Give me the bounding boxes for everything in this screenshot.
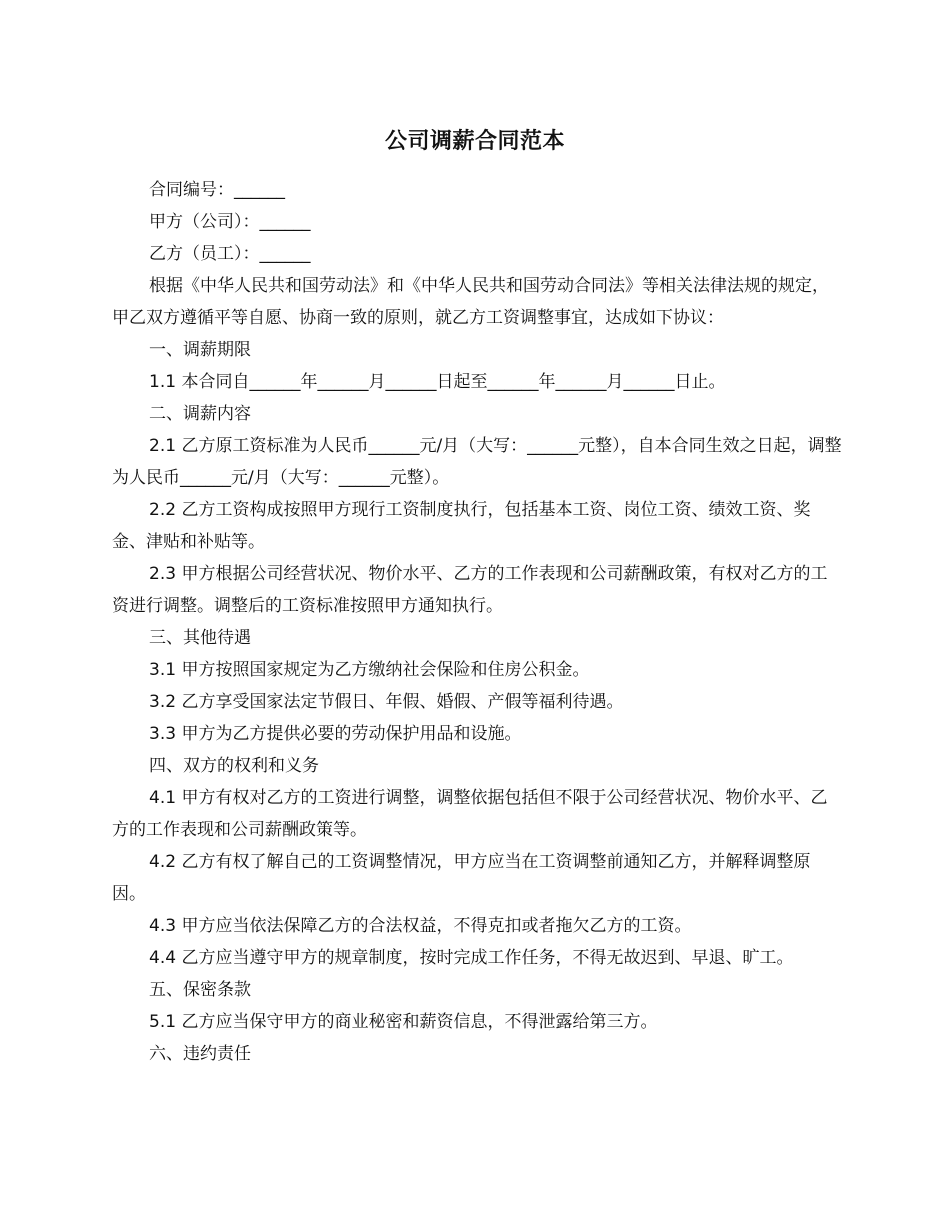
section-heading-2: 二、调薪内容 (149, 404, 251, 424)
contract-number-line: 合同编号：______ (149, 180, 285, 200)
section-heading-5: 五、保密条款 (149, 980, 251, 1000)
clause-1-1: 1.1 本合同自______年______月______日起至______年______月______日止。 (149, 372, 726, 392)
clause-2-3: 2.3 甲方根据公司经营状况、物价水平、乙方的工作表现和公司薪酬政策，有权对乙方的工资进行调整。调整后的工资标准按照甲方通知执行。 (112, 564, 828, 616)
document-title: 公司调薪合同范本 (384, 129, 565, 154)
clause-2-1: 2.1 乙方原工资标准为人民币______元/月（大写：______元整），自本合同生效之日起，调整为人民币______元/月（大写：______元整）。 (112, 436, 842, 488)
clause-4-1: 4.1 甲方有权对乙方的工资进行调整，调整依据包括但不限于公司经营状况、物价水平、乙方的工作表现和公司薪酬政策等。 (112, 788, 828, 840)
clause-4-3: 4.3 甲方应当依法保障乙方的合法权益，不得克扣或者拖欠乙方的工资。 (149, 916, 692, 936)
clause-4-2: 4.2 乙方有权了解自己的工资调整情况，甲方应当在工资调整前通知乙方，并解释调整原因。 (112, 852, 811, 904)
party-a-line: 甲方（公司）：______ (149, 212, 311, 232)
clause-4-4: 4.4 乙方应当遵守甲方的规章制度，按时完成工作任务，不得无故迟到、早退、旷工。 (149, 948, 794, 968)
clause-2-2: 2.2 乙方工资构成按照甲方现行工资制度执行，包括基本工资、岗位工资、绩效工资、奖金、津贴和补贴等。 (112, 500, 811, 552)
section-heading-1: 一、调薪期限 (149, 340, 251, 360)
party-b-line: 乙方（员工）：______ (149, 244, 311, 264)
clause-3-2: 3.2 乙方享受国家法定节假日、年假、婚假、产假等福利待遇。 (149, 692, 624, 712)
clause-3-1: 3.1 甲方按照国家规定为乙方缴纳社会保险和住房公积金。 (149, 660, 590, 680)
document-body (112, 174, 842, 1070)
preamble-paragraph: 根据《中华人民共和国劳动法》和《中华人民共和国劳动合同法》等相关法律法规的规定，甲乙双方遵循平等自愿、协商一致的原则，就乙方工资调整事宜，达成如下协议： (112, 276, 829, 328)
section-heading-4: 四、双方的权利和义务 (149, 756, 319, 776)
clause-5-1: 5.1 乙方应当保守甲方的商业秘密和薪资信息，不得泄露给第三方。 (149, 1012, 658, 1032)
section-heading-3: 三、其他待遇 (149, 628, 251, 648)
section-heading-6: 六、违约责任 (149, 1044, 251, 1064)
clause-3-3: 3.3 甲方为乙方提供必要的劳动保护用品和设施。 (149, 724, 522, 744)
